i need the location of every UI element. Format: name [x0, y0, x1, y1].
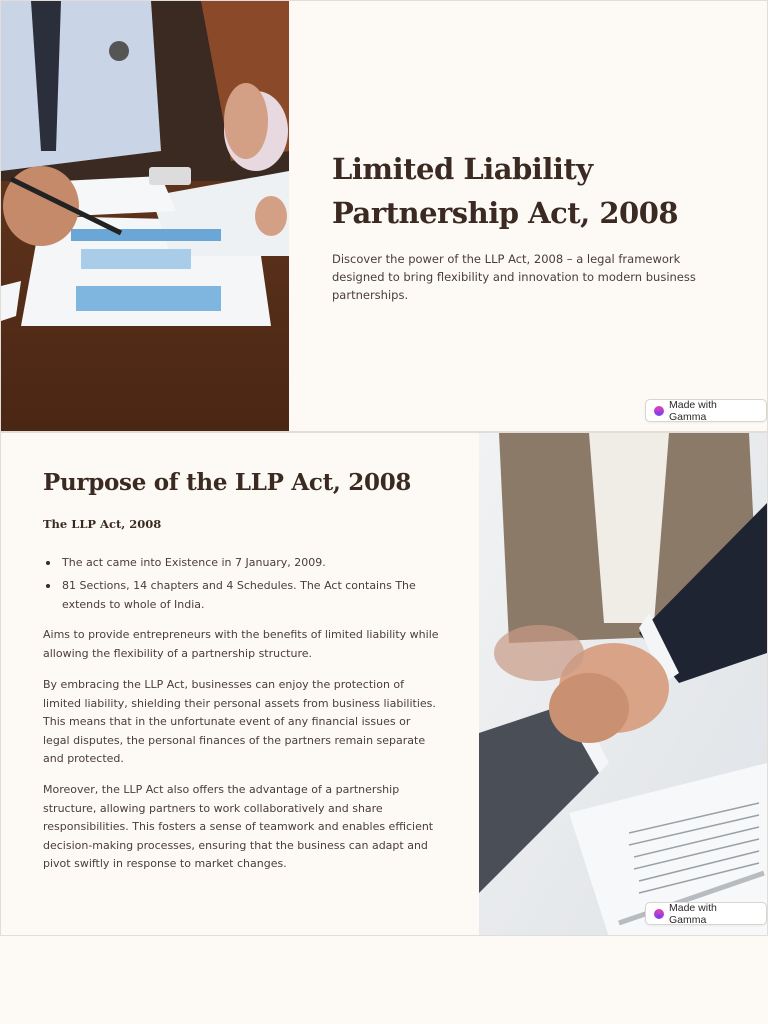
badge-label: Made with Gamma	[668, 398, 717, 423]
badge-label: Made with Gamma	[668, 901, 717, 926]
business-meeting-photo	[1, 1, 289, 432]
paragraph: Moreover, the LLP Act also offers the advantage of a partnership structure, allowing partners to work collaboratively and share responsibilities. This fosters a sense of teamwork and enables efficient decision-making processes, ensuring that the business can adapt and pivot swiftly in response to market changes.	[43, 783, 434, 870]
paragraph: By embracing the LLP Act, businesses can enjoy the protection of limited liability, shielding their personal assets from business liabilities. This means that in the unfortunate event of any financial issues or legal disputes, the personal finances of the partners remain separate and protected.	[43, 678, 436, 765]
purpose-slide	[0, 432, 768, 936]
title-line-1: Limited Liability	[332, 152, 593, 186]
paragraph: Aims to provide entrepreneurs with the benefits of limited liability while allowing the flexibility of a partnership structure.	[43, 628, 439, 660]
handshake-photo	[479, 433, 767, 936]
bullet-list	[43, 553, 443, 618]
page-title	[332, 147, 732, 235]
section-title: Purpose of the LLP Act, 2008	[43, 469, 412, 496]
section-subheading: The LLP Act, 2008	[43, 517, 162, 531]
bullet-item: The act came into Existence in 7 January, 2009.	[43, 553, 443, 572]
intro-description: Discover the power of the LLP Act, 2008 – a legal framework designed to bring flexibility and innovation to modern business partnerships.	[332, 252, 696, 302]
gamma-logo-icon	[654, 406, 664, 416]
made-with-gamma-badge[interactable]	[645, 399, 767, 422]
title-line-2: Partnership Act, 2008	[332, 196, 679, 230]
title-slide	[0, 0, 768, 432]
made-with-gamma-badge[interactable]	[645, 902, 767, 925]
gamma-logo-icon	[654, 909, 664, 919]
bullet-item: 81 Sections, 14 chapters and 4 Schedules. The Act contains The extends to whole of India.	[43, 576, 443, 614]
